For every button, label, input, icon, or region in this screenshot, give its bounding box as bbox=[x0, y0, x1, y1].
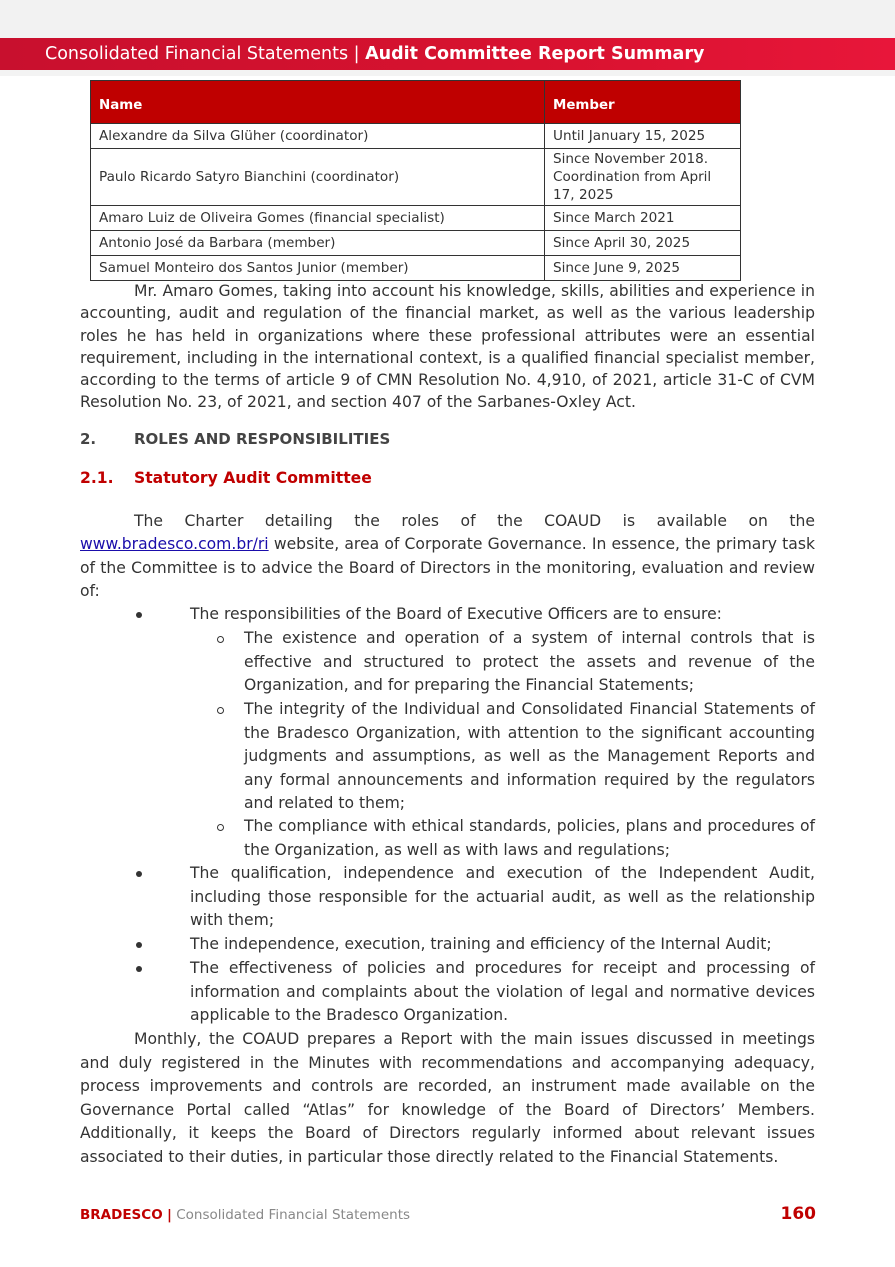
member-period-cell: Since November 2018. Coordination from April 17, 2025 bbox=[545, 149, 741, 206]
column-header-member: Member bbox=[545, 81, 741, 124]
member-period-cell: Since June 9, 2025 bbox=[545, 256, 741, 281]
sub-bullet-circle bbox=[217, 824, 224, 831]
table-row bbox=[91, 206, 741, 231]
page-number: 160 bbox=[780, 1204, 816, 1224]
section-2-1-title: Statutory Audit Committee bbox=[134, 469, 372, 487]
bullet-dot bbox=[136, 871, 142, 877]
header-shadow bbox=[0, 70, 895, 76]
committee-members-table bbox=[90, 80, 741, 281]
table-row bbox=[91, 124, 741, 149]
bullet-dot bbox=[136, 942, 142, 948]
table-row bbox=[91, 256, 741, 281]
sub-bullet-text: The existence and operation of a system of internal controls that is effective and structured to protect the assets and revenue of the Organization, and for preparing the Financial Statements; bbox=[244, 629, 815, 694]
charter-text-line1: The Charter detailing the roles of the COAUD is available on the bbox=[134, 512, 815, 530]
bullet-text: The qualification, independence and execution of the Independent Audit, including those responsible for the actuarial audit, as well as the relationship with them; bbox=[190, 864, 815, 929]
footer-brand: BRADESCO bbox=[80, 1207, 163, 1223]
charter-text-rest: website, area of Corporate Governance. In essence, the primary task of the Committee is to advice the Board of Directors in the monitoring, evaluation and review of: bbox=[80, 535, 815, 600]
financial-specialist-paragraph bbox=[80, 280, 815, 414]
financial-specialist-text: Mr. Amaro Gomes, taking into account his knowledge, skills, abilities and experience in accounting, audit and regulation of the financial market, as well as the various leadership roles he has held in organizations where these professional attributes were an essential requirement, including in the international context, is a qualified financial specialist member, according to the terms of article 9 of CMN Resolution No. 4,910, of 2021, article 31-C of CVM Resolution No. 23, of 2021, and section 407 of the Sarbanes-Oxley Act. bbox=[80, 282, 815, 412]
top-margin-band bbox=[0, 0, 895, 38]
member-name-cell: Amaro Luiz de Oliveira Gomes (financial specialist) bbox=[91, 206, 545, 231]
monthly-report-paragraph bbox=[80, 1028, 815, 1169]
monthly-report-text: Monthly, the COAUD prepares a Report with the main issues discussed in meetings and duly registered in the Minutes with recommendations and accompanying adequacy, process improvements and controls are recorded, an instrument made available on the Governance Portal called “Atlas” for knowledge of the Board of Directors’ Members. Additionally, it keeps the Board of Directors regularly informed about relevant issues associated to their duties, in particular those directly related to the Financial Statements. bbox=[80, 1030, 815, 1166]
member-name-cell: Alexandre da Silva Glüher (coordinator) bbox=[91, 124, 545, 149]
bradesco-ri-link[interactable]: www.bradesco.com.br/ri bbox=[80, 535, 269, 554]
page-footer bbox=[80, 1207, 410, 1223]
header-section: Consolidated Financial Statements | bbox=[45, 44, 366, 64]
member-period-cell: Until January 15, 2025 bbox=[545, 124, 741, 149]
sub-bullet-circle bbox=[217, 707, 224, 714]
bullet-text: The effectiveness of policies and procedures for receipt and processing of information and complaints about the violation of legal and normative devices applicable to the Bradesco Organization. bbox=[190, 959, 815, 1024]
section-2-title: ROLES AND RESPONSIBILITIES bbox=[134, 430, 391, 448]
sub-bullet-text: The integrity of the Individual and Consolidated Financial Statements of the Bradesco Organization, with attention to the significant accounting judgments and assumptions, as well as the Management Reports and any formal announcements and information required by the regulators and related to them; bbox=[244, 700, 815, 812]
member-period-cell: Since March 2021 bbox=[545, 206, 741, 231]
member-name-cell: Antonio José da Barbara (member) bbox=[91, 231, 545, 256]
bullet-text: The responsibilities of the Board of Executive Officers are to ensure: bbox=[190, 605, 722, 623]
section-2-heading bbox=[80, 430, 390, 448]
section-2-number: 2. bbox=[80, 430, 97, 448]
bullet-text: The independence, execution, training and efficiency of the Internal Audit; bbox=[190, 935, 772, 953]
member-period-cell: Since April 30, 2025 bbox=[545, 231, 741, 256]
header-title: Audit Committee Report Summary bbox=[365, 44, 705, 64]
column-header-name: Name bbox=[91, 81, 545, 124]
member-name-cell: Paulo Ricardo Satyro Bianchini (coordinator) bbox=[91, 149, 545, 206]
sub-bullet-circle bbox=[217, 636, 224, 643]
section-2-1-number: 2.1. bbox=[80, 469, 114, 487]
section-2-1-heading bbox=[80, 469, 372, 487]
member-name-cell: Samuel Monteiro dos Santos Junior (member) bbox=[91, 256, 545, 281]
bullet-dot bbox=[136, 612, 142, 618]
sub-bullet-text: The compliance with ethical standards, policies, plans and procedures of the Organization, as well as with laws and regulations; bbox=[244, 817, 815, 859]
table-header-row bbox=[91, 81, 741, 124]
charter-paragraph bbox=[80, 510, 815, 603]
bullet-dot bbox=[136, 966, 142, 972]
page-header bbox=[0, 38, 895, 70]
footer-label: Consolidated Financial Statements bbox=[176, 1207, 411, 1223]
table-row bbox=[91, 149, 741, 206]
table-row bbox=[91, 231, 741, 256]
footer-separator: | bbox=[166, 1207, 172, 1223]
